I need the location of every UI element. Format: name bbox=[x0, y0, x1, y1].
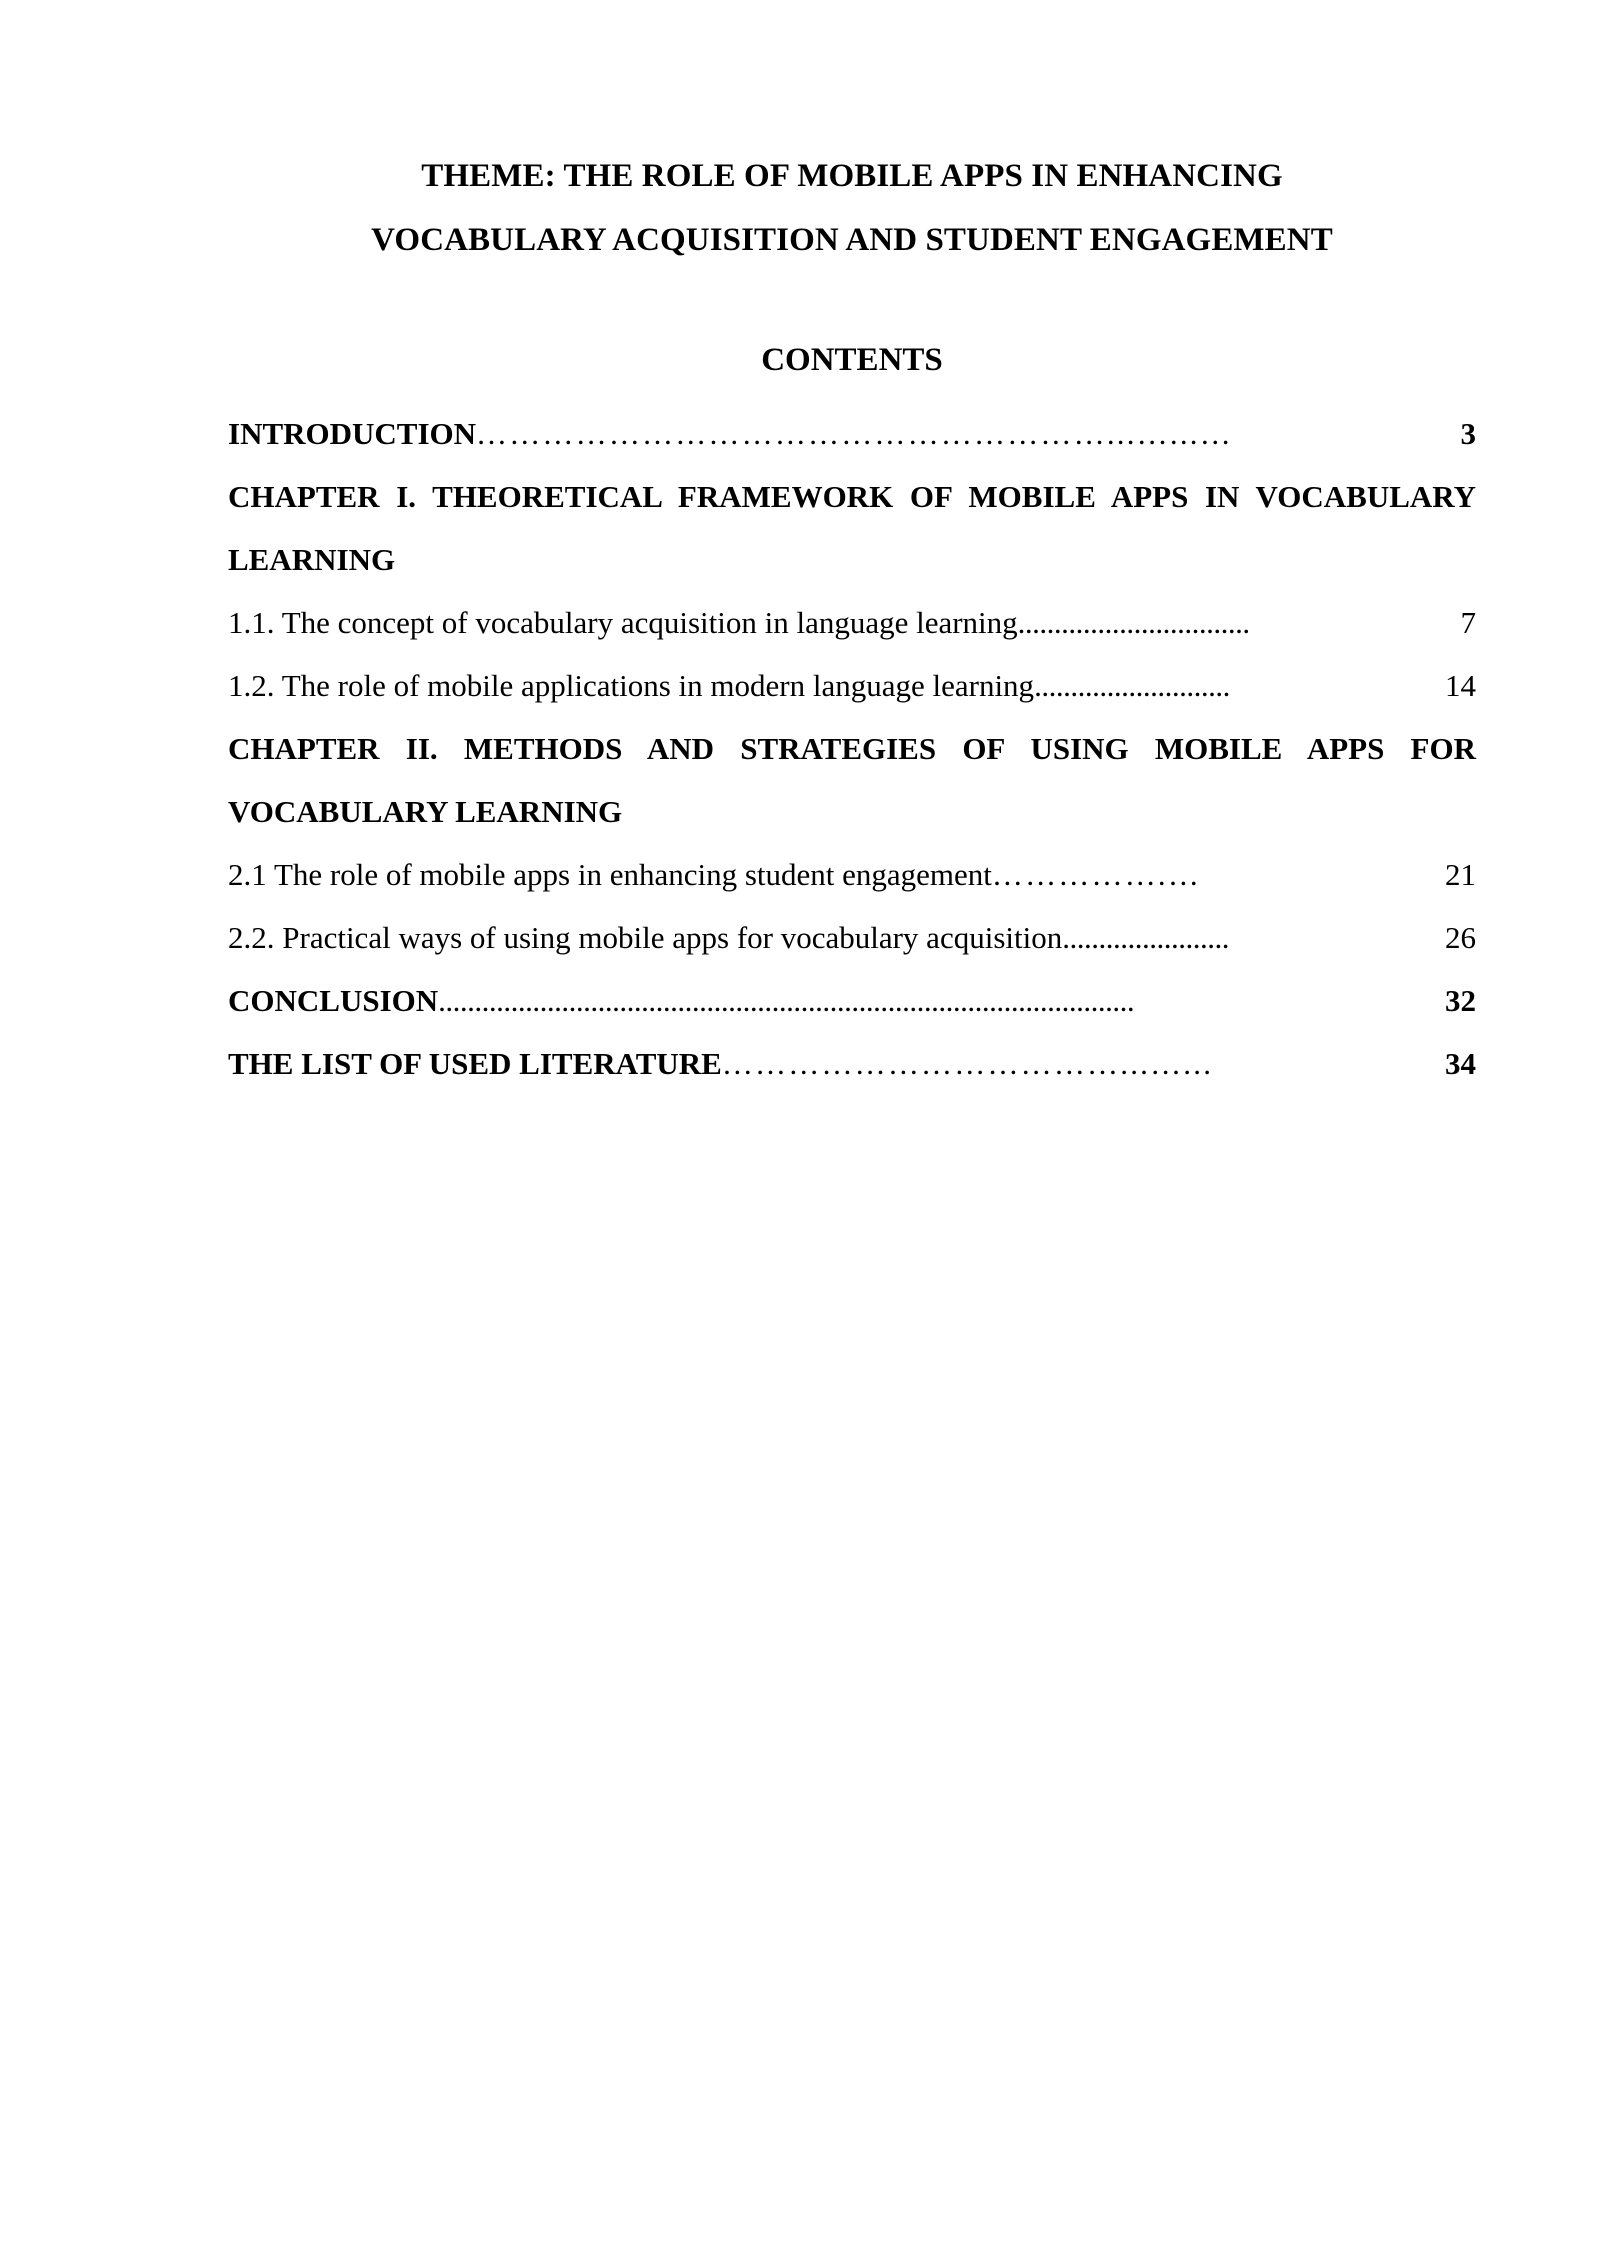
toc-page-section-1-1: 7 bbox=[1460, 605, 1476, 640]
toc-label-chapter-2: CHAPTER II. METHODS AND STRATEGIES OF USING MOBILE APPS FOR VOCABULARY LEARNING bbox=[228, 731, 1476, 829]
toc-entry-literature[interactable] bbox=[228, 1032, 1476, 1095]
toc-page-literature: 34 bbox=[1445, 1046, 1476, 1081]
toc-page-section-1-2: 14 bbox=[1445, 668, 1476, 703]
toc-leader-literature: ………………………………...…... bbox=[721, 1046, 1214, 1081]
toc-label-section-1-2: 1.2. The role of mobile applications in modern language learning bbox=[228, 668, 1035, 703]
document-title-line-1: THEME: THE ROLE OF MOBILE APPS IN ENHANCING bbox=[421, 158, 1283, 194]
toc-entry-section-2-2[interactable] bbox=[228, 906, 1476, 969]
toc-entry-chapter-2[interactable] bbox=[228, 717, 1476, 843]
table-of-contents bbox=[228, 392, 1476, 1095]
toc-label-introduction: INTRODUCTION bbox=[228, 416, 477, 451]
toc-entry-chapter-1[interactable] bbox=[228, 465, 1476, 591]
toc-entry-conclusion[interactable] bbox=[228, 969, 1476, 1032]
document-title-line-2: VOCABULARY ACQUISITION AND STUDENT ENGAGEMENT bbox=[371, 222, 1333, 258]
toc-page-section-2-1: 21 bbox=[1445, 857, 1476, 892]
toc-leader-section-2-2: ....................... bbox=[1062, 920, 1229, 955]
toc-label-literature: THE LIST OF USED LITERATURE bbox=[228, 1046, 722, 1081]
toc-entry-introduction[interactable] bbox=[228, 402, 1476, 465]
toc-page-conclusion: 32 bbox=[1445, 983, 1476, 1018]
toc-leader-section-1-2: ........................... bbox=[1034, 668, 1230, 703]
toc-leader-introduction: …………………………………………………...…...… bbox=[476, 416, 1233, 451]
toc-entry-section-1-2[interactable] bbox=[228, 654, 1476, 717]
toc-page-introduction: 3 bbox=[1460, 416, 1476, 451]
toc-label-conclusion: CONCLUSION bbox=[228, 983, 439, 1018]
toc-entry-section-2-1[interactable] bbox=[228, 843, 1476, 906]
toc-label-section-2-1: 2.1 The role of mobile apps in enhancing student engagement bbox=[228, 857, 992, 892]
toc-label-chapter-1: CHAPTER I. THEORETICAL FRAMEWORK OF MOBILE APPS IN VOCABULARY LEARNING bbox=[228, 479, 1476, 577]
toc-page-section-2-2: 26 bbox=[1445, 920, 1476, 955]
toc-label-section-2-2: 2.2. Practical ways of using mobile apps for vocabulary acquisition bbox=[228, 920, 1063, 955]
toc-entry-section-1-1[interactable] bbox=[228, 591, 1476, 654]
toc-label-section-1-1: 1.1. The concept of vocabulary acquisition in language learning bbox=[228, 605, 1018, 640]
toc-leader-section-2-1: …………….… bbox=[991, 857, 1202, 892]
contents-heading: CONTENTS bbox=[761, 342, 943, 378]
toc-leader-conclusion: ................................................................................................ bbox=[438, 983, 1135, 1018]
page-content bbox=[228, 0, 1476, 1095]
document-title bbox=[228, 0, 1476, 272]
toc-leader-section-1-1: ................................ bbox=[1017, 605, 1250, 640]
